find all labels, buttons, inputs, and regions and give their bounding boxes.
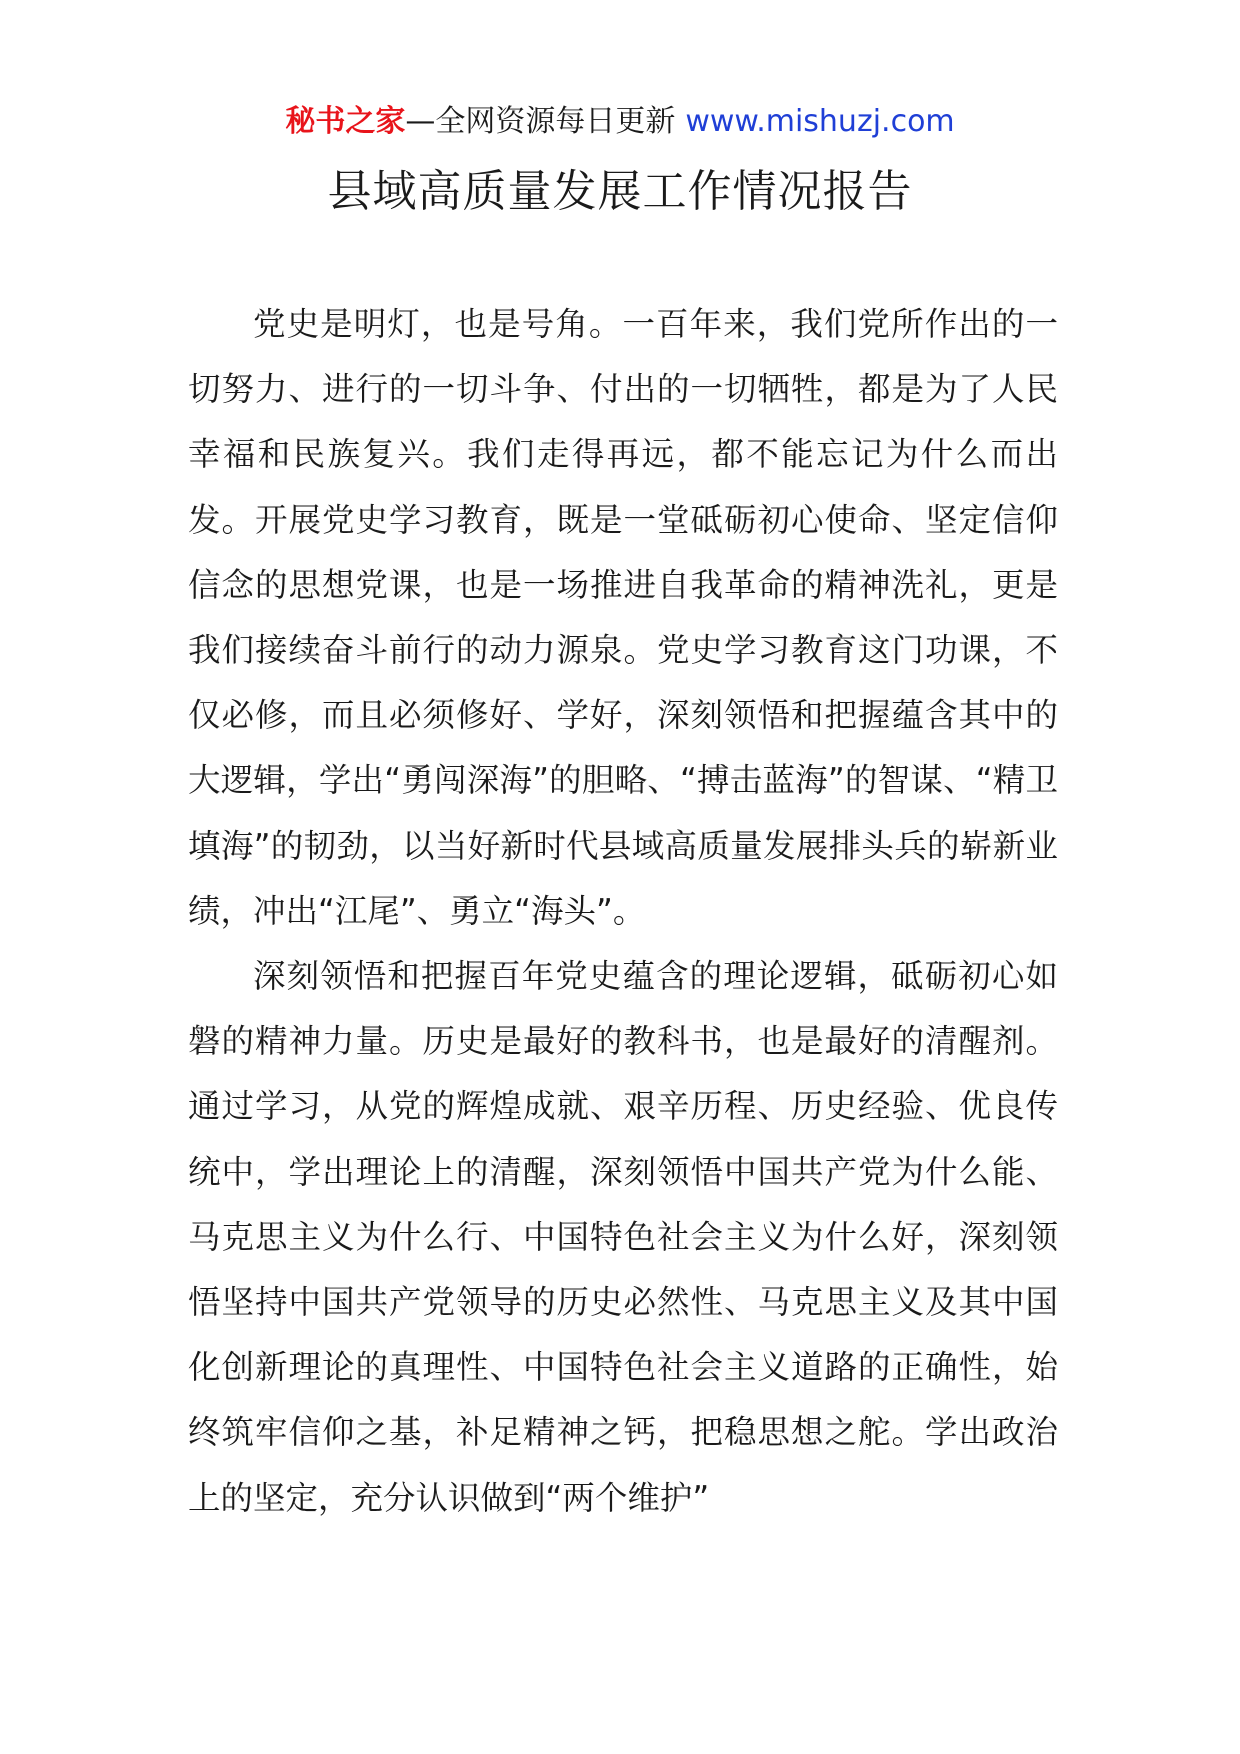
document-body <box>188 292 1058 1531</box>
paragraph-2: 深刻领悟和把握百年党史蕴含的理论逻辑，砥砺初心如磐的精神力量。历史是最好的教科书，也是最好的清醒剂。通过学习，从党的辉煌成就、艰辛历程、历史经验、优良传统中，学出理论上的清醒，深刻领悟中国共产党为什么能、马克思主义为什么行、中国特色社会主义为什么好，深刻领悟坚持中国共产党领导的历史必然性、马克思主义及其中国化创新理论的真理性、中国特色社会主义道路的正确性，始终筑牢信仰之基，补足精神之钙，把稳思想之舵。学出政治上的坚定，充分认识做到“两个维护” <box>188 957 1058 1517</box>
header-tagline: 全网资源每日更新 <box>435 104 676 139</box>
header-dash: — <box>405 104 436 139</box>
paragraph-1: 党史是明灯，也是号角。一百年来，我们党所作出的一切努力、进行的一切斗争、付出的一切牺牲，都是为了人民幸福和民族复兴。我们走得再远，都不能忘记为什么而出发。开展党史学习教育，既是一堂砥砺初心使命、坚定信仰信念的思想党课，也是一场推进自我革命的精神洗礼，更是我们接续奋斗前行的动力源泉。党史学习教育这门功课，不仅必修，而且必须修好、学好，深刻领悟和把握蕴含其中的大逻辑，学出“勇闯深海”的胆略、“搏击蓝海”的智谋、“精卫填海”的韧劲，以当好新时代县域高质量发展排头兵的崭新业绩，冲出“江尾”、勇立“海头”。 <box>188 305 1058 930</box>
document-title: 县域高质量发展工作情况报告 <box>327 166 913 217</box>
site-header <box>0 100 1240 144</box>
site-url-link[interactable]: www.mishuzj.com <box>685 104 955 139</box>
brand-name: 秘书之家 <box>285 104 406 139</box>
